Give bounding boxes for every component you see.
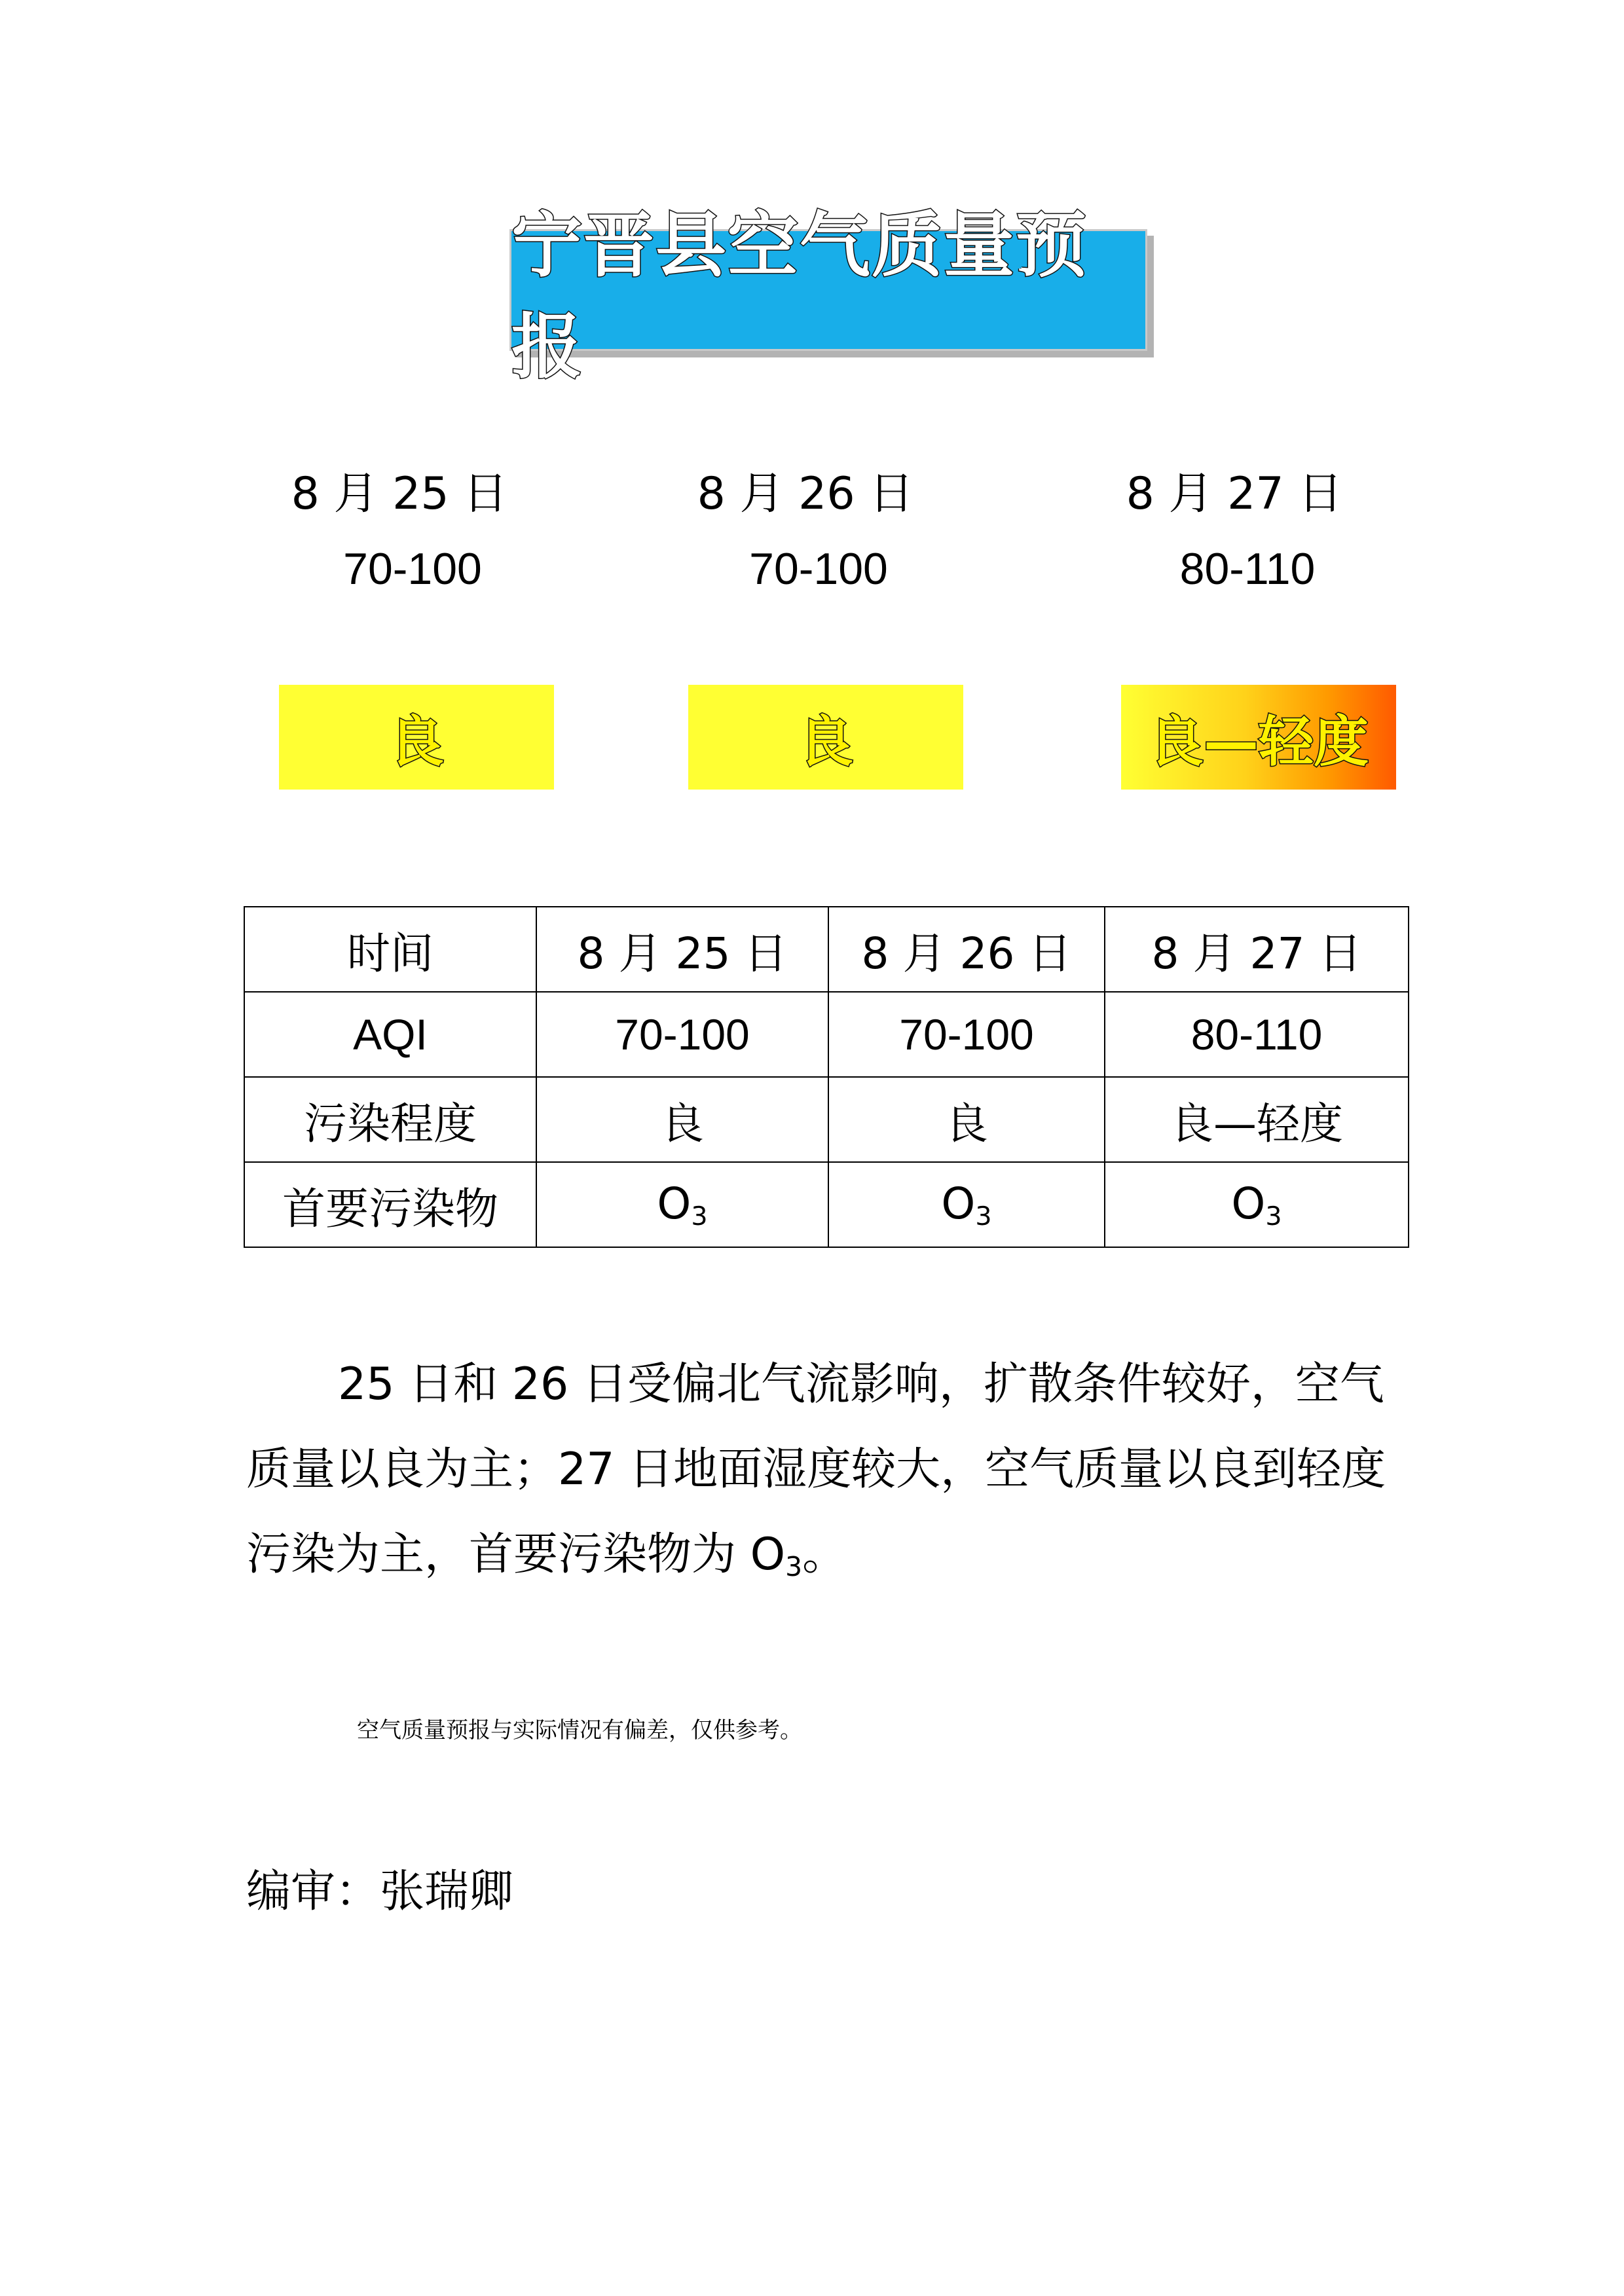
- level-badge-label: 良: [388, 709, 444, 774]
- table-cell: 8 月 27 日: [1105, 907, 1409, 992]
- day-date-1: 8 月 25 日: [291, 468, 508, 520]
- day-aqi-3: 80-110: [1179, 544, 1316, 594]
- editor-credit: 编审：张瑞卿: [246, 1866, 514, 1918]
- pollutant-subscript: 3: [691, 1201, 708, 1231]
- level-badge-2: [688, 685, 963, 790]
- table-cell: [536, 1162, 828, 1247]
- table-row: [244, 1162, 1409, 1247]
- disclaimer-note: 空气质量预报与实际情况有偏差，仅供参考。: [357, 1717, 802, 1743]
- table-cell: 8 月 25 日: [536, 907, 828, 992]
- table-cell: 良—轻度: [1105, 1077, 1409, 1162]
- table-cell: 良: [536, 1077, 828, 1162]
- paragraph-text: 25 日和 26 日受偏北气流影响，扩散条件较好，空气质量以良为主；27 日地面湿度较大，空气质量以良到轻度污染为主，首要污染物为 O: [246, 1358, 1386, 1580]
- table-cell: [828, 1162, 1105, 1247]
- row-label: 污染程度: [244, 1077, 536, 1162]
- page-title: 宁晋县空气质量预报: [511, 205, 1088, 388]
- pollutant: O: [1231, 1178, 1266, 1229]
- row-label: 时间: [244, 907, 536, 992]
- row-label: AQI: [244, 992, 536, 1077]
- pollutant-subscript: 3: [1265, 1201, 1282, 1231]
- table-cell: 80-110: [1105, 992, 1409, 1077]
- table-row: [244, 1077, 1409, 1162]
- table-cell: [1105, 1162, 1409, 1247]
- table-cell: 8 月 26 日: [828, 907, 1105, 992]
- day-date-2: 8 月 26 日: [697, 468, 914, 520]
- level-badge-3: [1121, 685, 1396, 790]
- table-cell: 70-100: [828, 992, 1105, 1077]
- table-row: [244, 907, 1409, 992]
- paragraph-end: 。: [802, 1529, 847, 1580]
- pollutant: O: [941, 1178, 976, 1229]
- day-aqi-1: 70-100: [343, 544, 482, 594]
- day-date-3: 8 月 27 日: [1126, 468, 1343, 520]
- forecast-paragraph: [246, 1342, 1392, 1609]
- table-cell: 良: [828, 1077, 1105, 1162]
- level-badge-1: [279, 685, 554, 790]
- level-badge-label: 良: [798, 709, 853, 774]
- pollutant: O: [657, 1178, 692, 1229]
- table-row: [244, 992, 1409, 1077]
- forecast-table: [244, 906, 1409, 1248]
- title-banner: [509, 205, 1147, 388]
- paragraph-subscript: 3: [785, 1551, 803, 1583]
- day-aqi-2: 70-100: [749, 544, 888, 594]
- row-label: 首要污染物: [244, 1162, 536, 1247]
- table-cell: 70-100: [536, 992, 828, 1077]
- level-badge-label: 良—轻度: [1148, 709, 1369, 774]
- pollutant-subscript: 3: [975, 1201, 992, 1231]
